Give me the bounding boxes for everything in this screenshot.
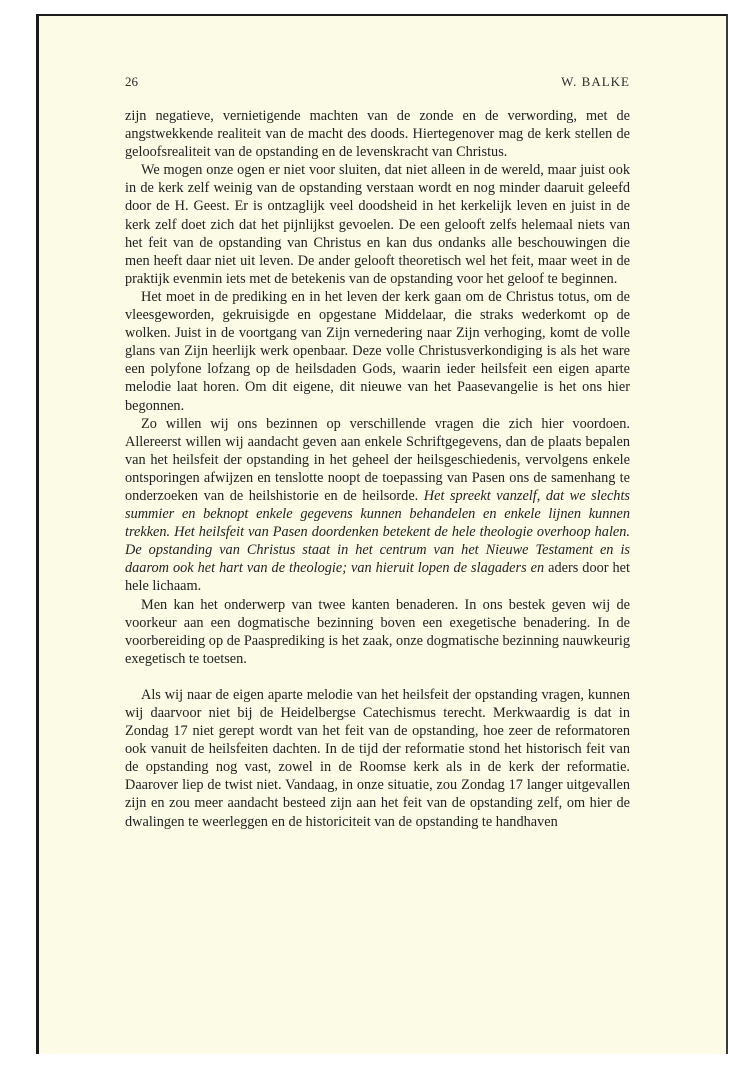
text-segment: aders door het hele lichaam. xyxy=(125,560,630,595)
paragraph xyxy=(125,415,630,596)
paragraph xyxy=(125,288,630,415)
text-segment: Het moet in de prediking en in het leven der kerk gaan om de Christus totus, om de vleesgeworden, gekruisigde en opgestane Middelaar, die straks wederkomt op de wolken. Juist in de voortgang van Zijn vernedering naar Zijn verhoging, komt de volle glans van Zijn heerlijk werk openbaar. Deze volle Christusverkondiging is als het ware een polyfone lofzang op de heilsdaden Gods, waarin ieder heilsfeit een eigen aparte melodie laat horen. Om dit eigene, dit nieuwe van het Paasevangelie is het ons hier begonnen. xyxy=(125,288,630,414)
page-number: 26 xyxy=(125,74,138,89)
body-text xyxy=(125,107,630,831)
paragraph xyxy=(125,686,630,831)
text-segment: zijn negatieve, vernietigende machten van de zonde en de verwording, met de angstwekkende realiteit van de macht des doods. Hiertegenover mag de kerk stellen de geloofsrealiteit van de opstanding en de levenskracht van Christus. xyxy=(125,108,630,161)
text-segment: Zo willen wij ons bezinnen op verschillende vragen die zich hier voordoen. Allereerst willen wij aandacht geven aan enkele Schriftgegevens, dan de plaats bepalen van het heilsfeit der opstanding in het geheel der heilsgeschiedenis, vervolgens enkele ontsporingen afwijzen en tenslotte noopt de toepassing van Pasen ons de samenhang te onderzoeken van de heilshistorie en de heilsorde. xyxy=(125,415,630,504)
text-segment: Als wij naar de eigen aparte melodie van het heilsfeit der opstanding vragen, kunnen wij daarvoor niet bij de Heidelbergse Catechismus terecht. Merkwaardig is dat in Zondag 17 niet gerept wordt van het feit van de opstanding, hoe zeer de reformatoren ook vanuit de heilsfeiten dachten. In de tijd der reformatie stond het historisch feit van de opstanding nog vast, zowel in de Roomse kerk als in de kerk der reformatie. Daarover liep de twist niet. Vandaag, in onze situatie, zou Zondag 17 langer uitgevallen zijn en zou meer aandacht besteed zijn aan het feit van de opstanding zelf, om hier de dwalingen te weerleggen en de historiciteit van de opstanding te handhaven xyxy=(125,686,630,830)
running-head: W. BALKE xyxy=(561,74,630,89)
text-segment: We mogen onze ogen er niet voor sluiten, dat niet alleen in de wereld, maar juist ook in de kerk zelf weinig van de opstanding verstaan wordt en nog minder daaruit geleefd door de H. Geest. Er is ontzaglijk veel doodsheid in het kerkelijk leven en juist in de kerk zelf doet zich dat het pijnlijkst gevoelen. De een gelooft zelfs helemaal niets van het feit van de opstanding van Christus en kan dus ondanks alle beschouwingen die men heeft daar niet uit leven. De ander gelooft theoretisch wel het feit, maar weet in de praktijk evenmin iets met de betekenis van de opstanding voor het geloof te beginnen. xyxy=(125,162,630,287)
paragraph xyxy=(125,161,630,288)
italic-segment: Het spreekt vanzelf, dat we slechts summier en beknopt enkele gegevens kunnen behandelen en enkele lijnen kunnen trekken. Het heilsfeit van Pasen doordenken betekent de hele theologie overhoop halen. De opstanding van Christus staat in het centrum van het Nieuwe Testament en xyxy=(125,487,630,559)
paragraph xyxy=(125,596,630,668)
text-segment: Men kan het onderwerp van twee kanten benaderen. In ons bestek geven wij de voorkeur aan een dogmatische bezinning boven een exegetische benadering. In de voorbereiding op de Paasprediking is het zaak, onze dogmatische bezinning nauwkeurig exegetisch te toetsen. xyxy=(125,596,630,667)
italic-segment: is daarom ook het hart van de theologie; van hieruit lopen de slagaders en xyxy=(125,542,630,577)
paragraph xyxy=(125,107,630,161)
